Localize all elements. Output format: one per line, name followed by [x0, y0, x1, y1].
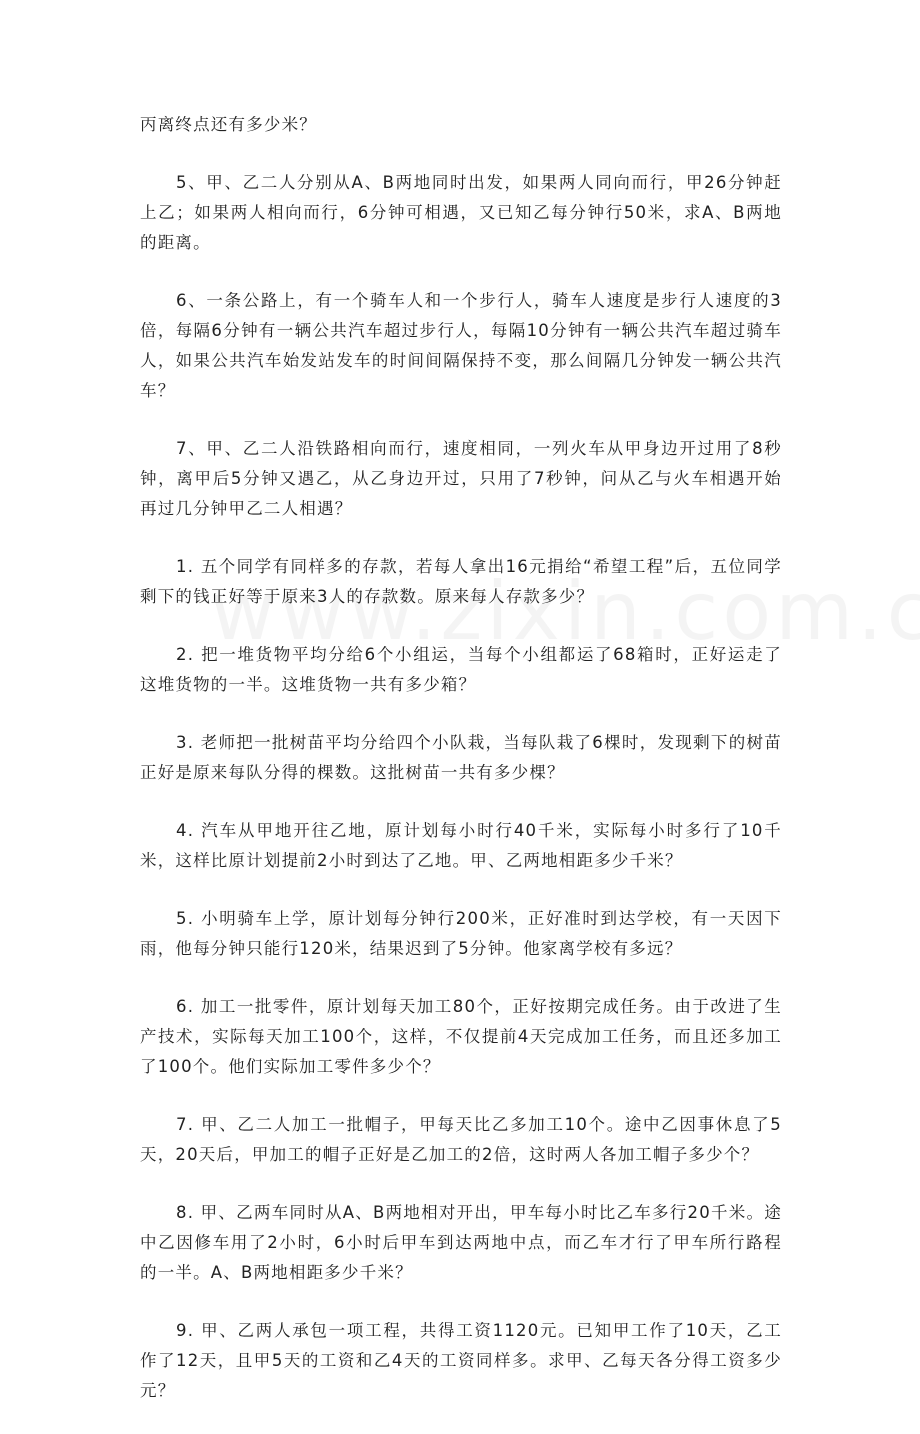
problem-8-two-cars: 8. 甲、乙两车同时从A、B两地相对开出，甲车每小时比乙车多行20千米。途中乙因修车用了2小时，6小时后甲车到达两地中点，而乙车才行了甲车所行路程的一半。A、B两地相距多少千米？	[140, 1203, 782, 1282]
problem-7-train-meeting: 7、甲、乙二人沿铁路相向而行，速度相同，一列火车从甲身边开过用了8秒钟，离甲后5分钟又遇乙，从乙身边开过，只用了7秒钟，问从乙与火车相遇开始再过几分钟甲乙二人相遇？	[140, 439, 782, 518]
problem-5-distance-ab: 5、甲、乙二人分别从A、B两地同时出发，如果两人同向而行，甲26分钟赶上乙；如果两人相向而行，6分钟可相遇，又已知乙每分钟行50米，求A、B两地的距离。	[140, 173, 782, 252]
problem-6-bus-interval: 6、一条公路上，有一个骑车人和一个步行人，骑车人速度是步行人速度的3倍，每隔6分钟有一辆公共汽车超过步行人，每隔10分钟有一辆公共汽车超过骑车人，如果公共汽车始发站发车的时间间隔保持不变，那么间隔几分钟发一辆公共汽车？	[140, 291, 782, 400]
problem-7-hats: 7. 甲、乙二人加工一批帽子，甲每天比乙多加工10个。途中乙因事休息了5天，20天后，甲加工的帽子正好是乙加工的2倍，这时两人各加工帽子多少个？	[140, 1115, 782, 1164]
paragraph-continuation: 丙离终点还有多少米？	[140, 115, 317, 134]
document-body	[140, 110, 782, 1434]
problem-3-saplings: 3. 老师把一批树苗平均分给四个小队栽，当每队栽了6棵时，发现剩下的树苗正好是原来每队分得的棵数。这批树苗一共有多少棵？	[140, 733, 782, 782]
problem-2-cargo-boxes: 2. 把一堆货物平均分给6个小组运，当每个小组都运了68箱时，正好运走了这堆货物的一半。这堆货物一共有多少箱？	[140, 645, 782, 694]
problem-6-parts: 6. 加工一批零件，原计划每天加工80个，正好按期完成任务。由于改进了生产技术，实际每天加工100个，这样，不仅提前4天完成加工任务，而且还多加工了100个。他们实际加工零件多少个？	[140, 997, 782, 1076]
problem-9-wages: 9. 甲、乙两人承包一项工程，共得工资1120元。已知甲工作了10天，乙工作了12天，且甲5天的工资和乙4天的工资同样多。求甲、乙每天各分得工资多少元？	[140, 1321, 782, 1400]
problem-5-school-distance: 5. 小明骑车上学，原计划每分钟行200米，正好准时到达学校，有一天因下雨，他每分钟只能行120米，结果迟到了5分钟。他家离学校有多远？	[140, 909, 782, 958]
problem-1-savings: 1. 五个同学有同样多的存款，若每人拿出16元捐给“希望工程”后，五位同学剩下的钱正好等于原来3人的存款数。原来每人存款多少？	[140, 557, 782, 606]
problem-4-car-distance: 4. 汽车从甲地开往乙地，原计划每小时行40千米，实际每小时多行了10千米，这样比原计划提前2小时到达了乙地。甲、乙两地相距多少千米？	[140, 821, 782, 870]
